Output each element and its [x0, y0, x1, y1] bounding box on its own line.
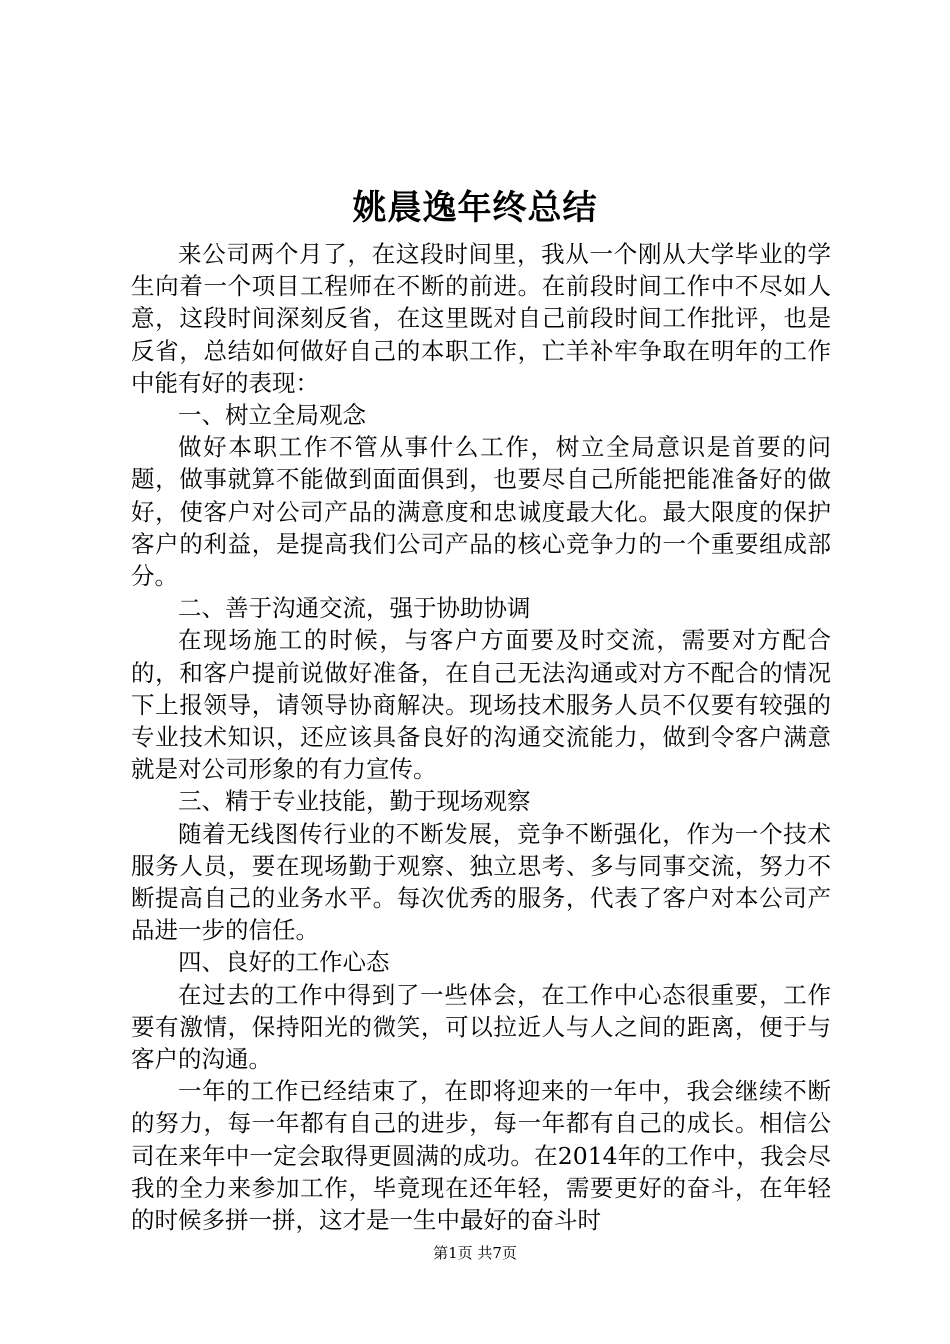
- section-heading-4: 四、良好的工作心态: [178, 948, 390, 977]
- section-heading-2: 二、善于沟通交流，强于协助协调: [178, 594, 531, 623]
- paragraph-section-3: 随着无线图传行业的不断发展，竞争不断强化，作为一个技术服务人员，要在现场勤于观察、独立思考、多与同事交流，努力不断提高自己的业务水平。每次优秀的服务，代表了客户对本公司产品进一步的信任。: [131, 819, 831, 945]
- paragraph-intro: 来公司两个月了，在这段时间里，我从一个刚从大学毕业的学生向着一个项目工程师在不断的前进。在前段时间工作中不尽如人意，这段时间深刻反省，在这里既对自己前段时间工作批评，也是反省，总结如何做好自己的本职工作，亡羊补牢争取在明年的工作中能有好的表现：: [131, 240, 831, 397]
- page-number-footer: 第1页 共7页: [433, 1244, 517, 1262]
- paragraph-section-1: 做好本职工作不管从事什么工作，树立全局意识是首要的问题，做事就算不能做到面面俱到，也要尽自己所能把能准备好的做好，使客户对公司产品的满意度和忠诚度最大化。最大限度的保护客户的利益，是提高我们公司产品的核心竞争力的一个重要组成部分。: [131, 433, 831, 591]
- paragraph-conclusion: 一年的工作已经结束了，在即将迎来的一年中，我会继续不断的努力，每一年都有自己的进步，每一年都有自己的成长。相信公司在来年中一定会取得更圆满的成功。在2014年的工作中，我会尽我的全力来参加工作，毕竟现在还年轻，需要更好的奋斗，在年轻的时候多拼一拼，这才是一生中最好的奋斗时: [131, 1077, 831, 1235]
- document-title: 姚晨逸年终总结: [352, 188, 598, 228]
- document-body: [131, 238, 831, 1236]
- section-heading-1: 一、树立全局观念: [178, 401, 366, 430]
- paragraph-section-4: 在过去的工作中得到了一些体会，在工作中心态很重要，工作要有激情，保持阳光的微笑，可以拉近人与人之间的距离，便于与客户的沟通。: [131, 980, 831, 1074]
- section-heading-3: 三、精于专业技能，勤于现场观察: [178, 787, 531, 816]
- paragraph-section-2: 在现场施工的时候，与客户方面要及时交流，需要对方配合的，和客户提前说做好准备，在自己无法沟通或对方不配合的情况下上报领导，请领导协商解决。现场技术服务人员不仅要有较强的专业技术知识，还应该具备良好的沟通交流能力，做到令客户满意就是对公司形象的有力宣传。: [131, 626, 831, 784]
